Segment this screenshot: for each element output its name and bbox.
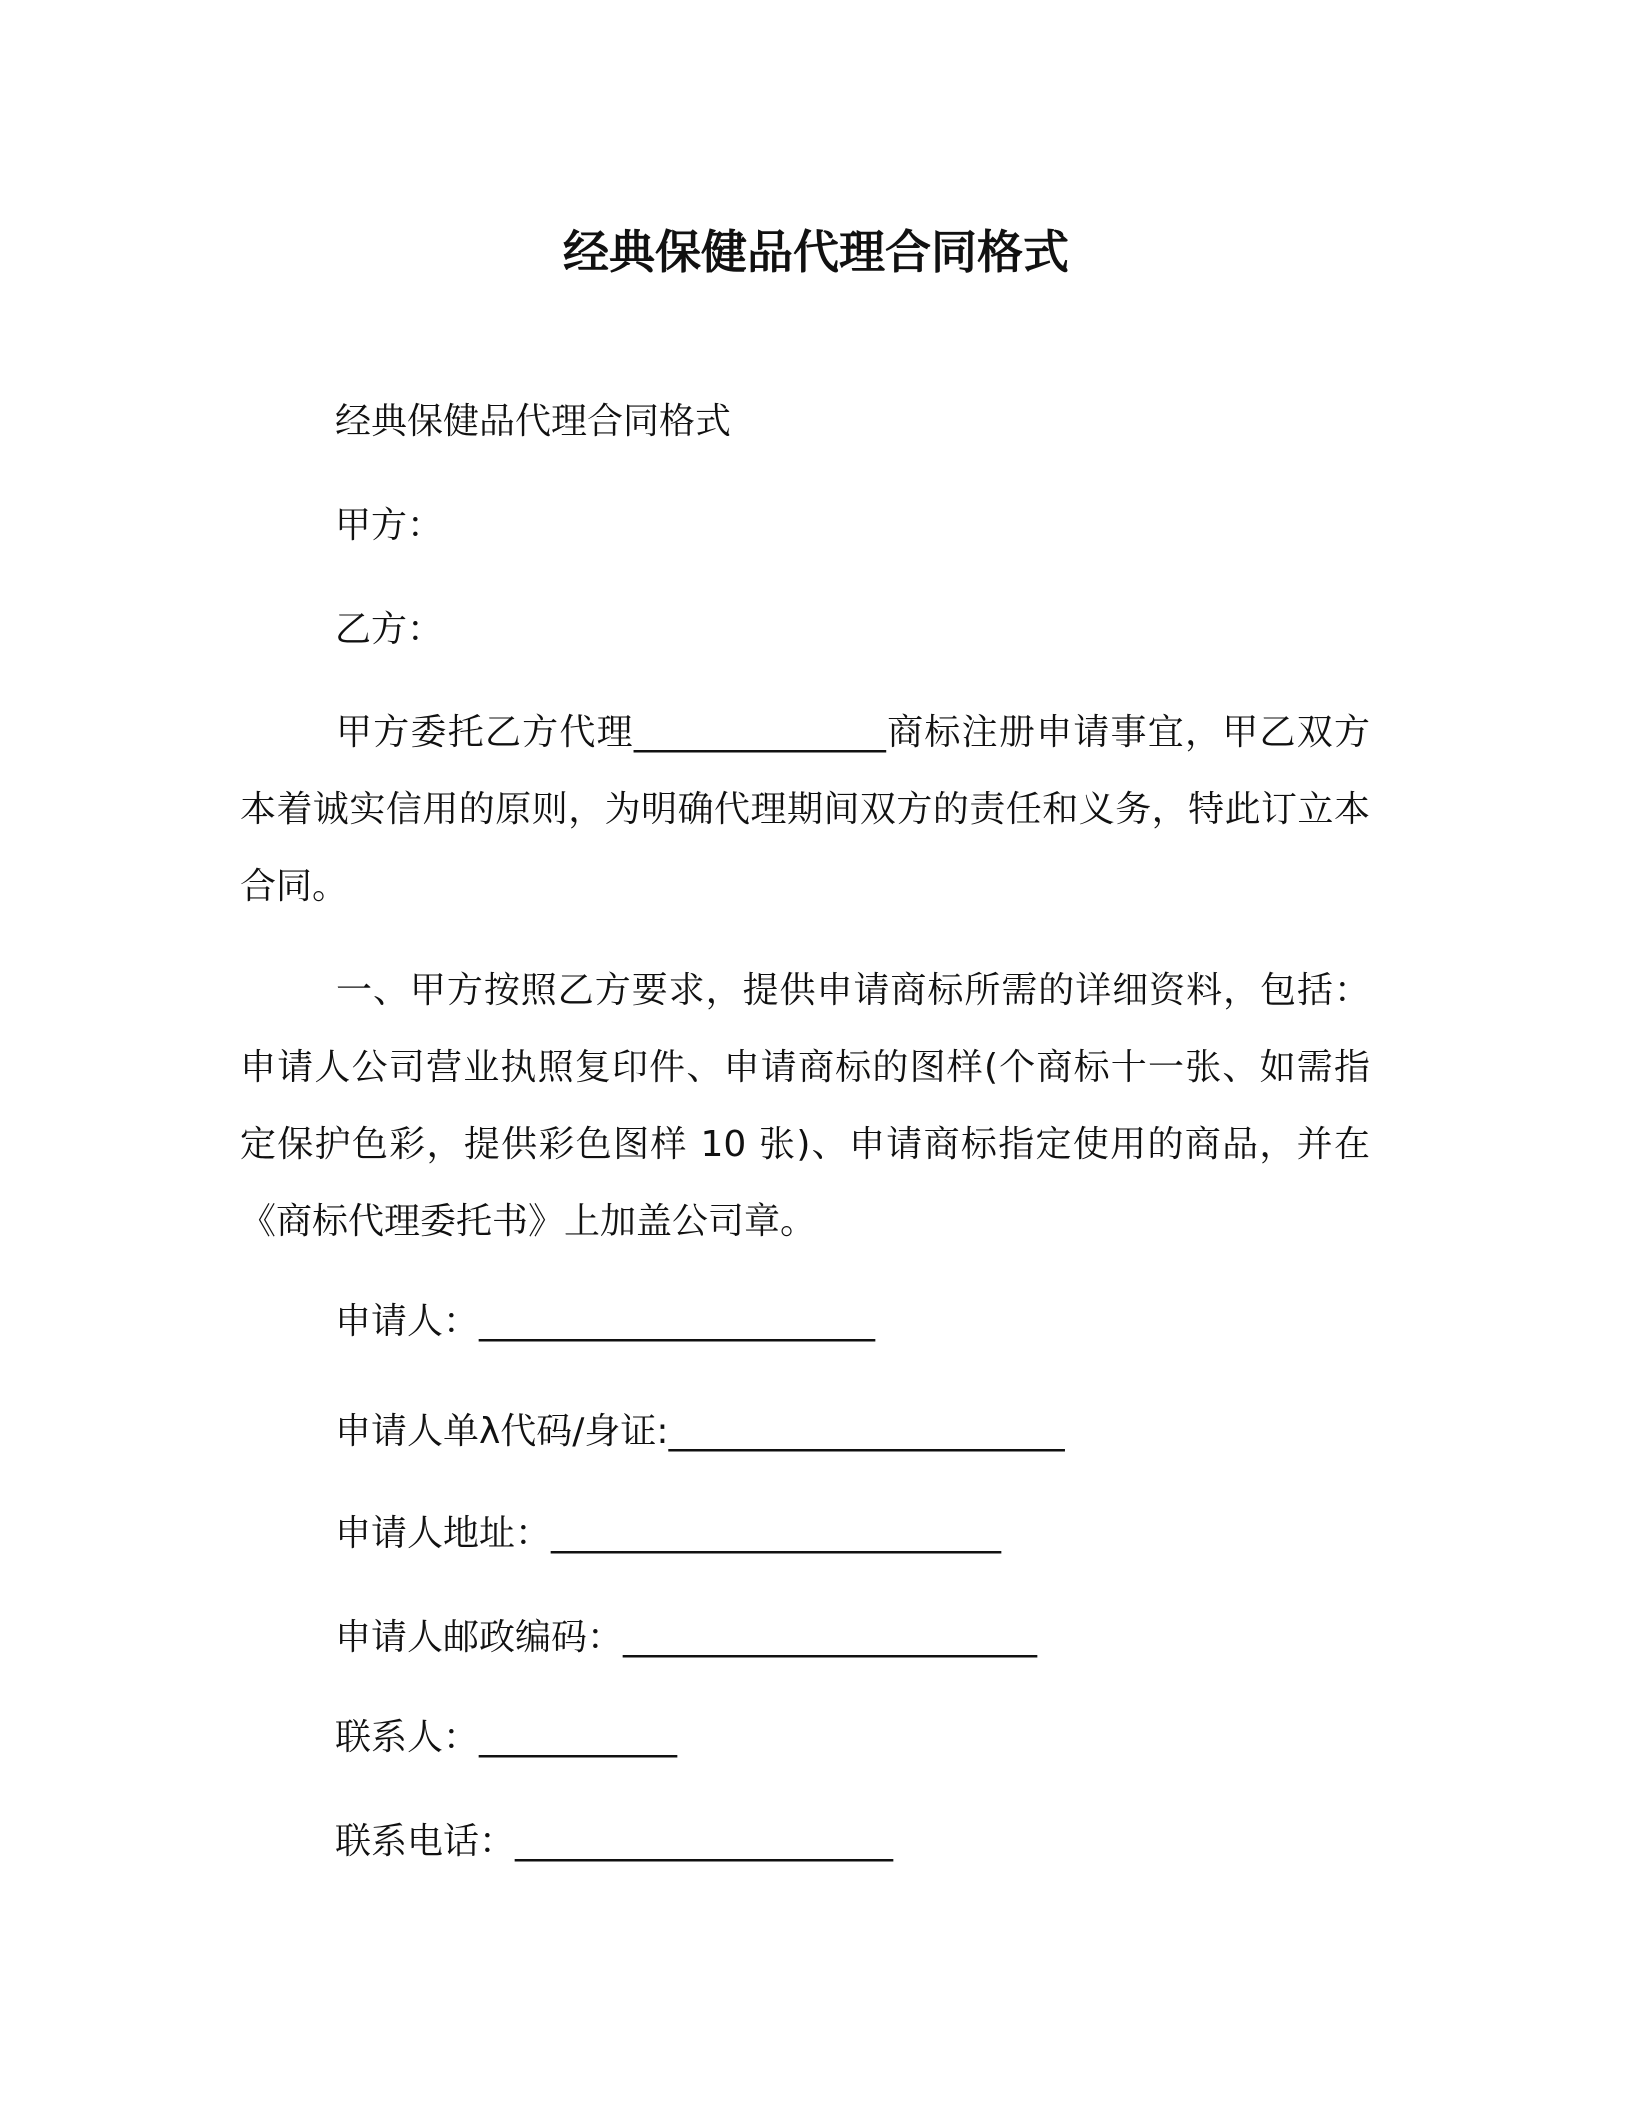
party-a-label: 甲方： [335,505,444,546]
field-contact-person: 联系人：___________ [335,1717,678,1758]
field-contact-phone: 联系电话：_____________________ [335,1821,894,1862]
clause-1-paragraph: 一、甲方按照乙方要求，提供申请商标所需的详细资料，包括：申请人公司营业执照复印件、申请商标的图样(个商标十一张、如需指定保护色彩，提供彩色图样 10 张)、申请商标指定使用的商品，并在《商标代理委托书》上加盖公司章。 [240,970,1370,1242]
field-applicant-postcode: 申请人邮政编码：_______________________ [335,1617,1038,1658]
intro-paragraph: 甲方委托乙方代理______________商标注册申请事宜，甲乙双方本着诚实信用的原则，为明确代理期间双方的责任和义务，特此订立本合同。 [240,712,1370,907]
subtitle: 经典保健品代理合同格式 [335,401,732,442]
document-title: 经典保健品代理合同格式 [563,225,1069,279]
field-applicant-address: 申请人地址：_________________________ [335,1513,1002,1554]
field-applicant: 申请人：______________________ [335,1301,876,1342]
field-applicant-id-code: 申请人单λ代码/身证:______________________ [335,1411,1065,1452]
party-b-label: 乙方： [335,609,444,650]
